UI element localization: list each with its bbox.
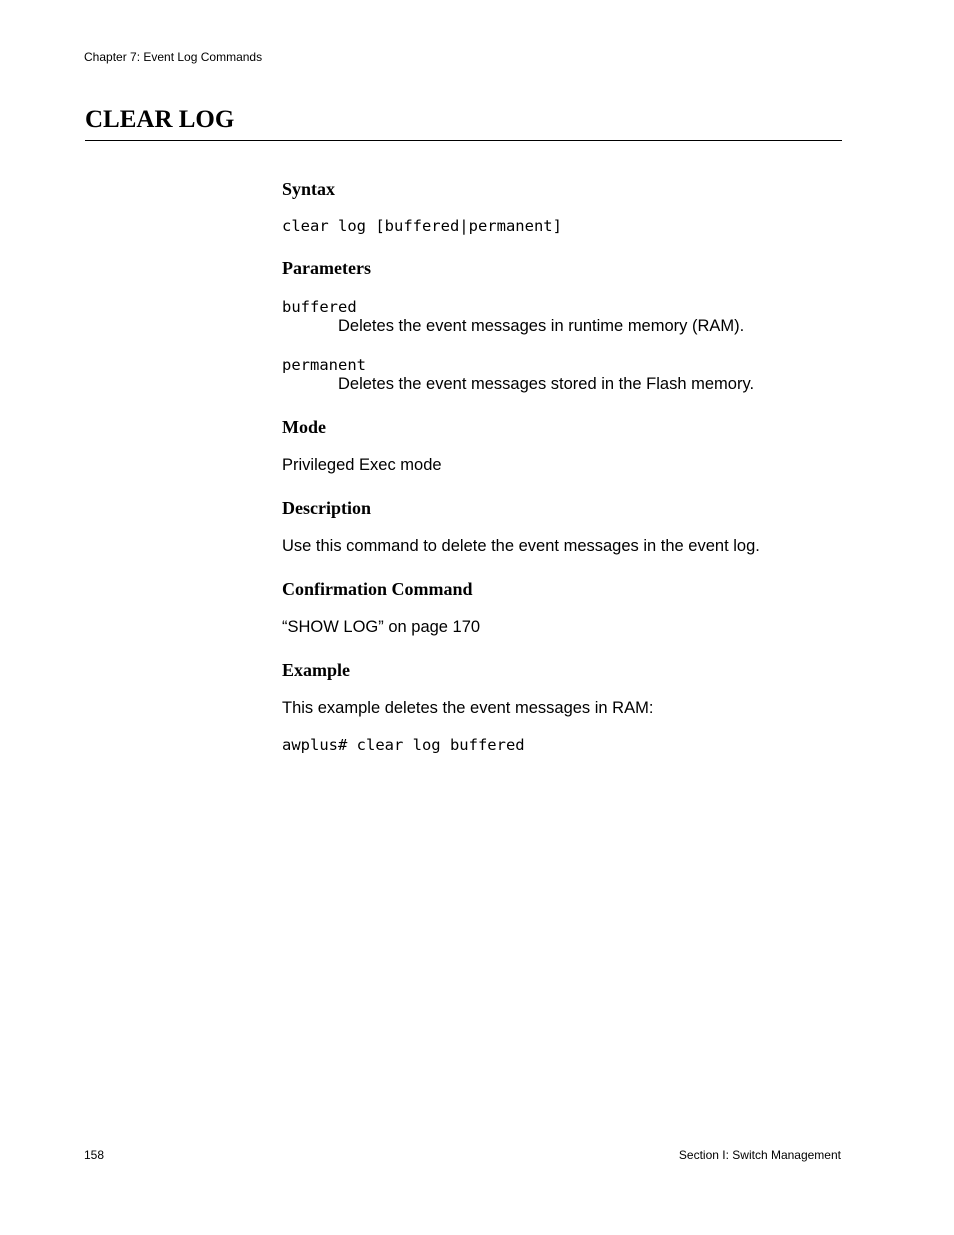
description-heading: Description xyxy=(282,498,371,518)
parameters-heading: Parameters xyxy=(282,258,371,278)
parameter-description: Deletes the event messages in runtime memory (RAM). xyxy=(338,317,745,335)
page-number: 158 xyxy=(84,1148,105,1162)
mode-heading: Mode xyxy=(282,417,326,437)
parameter-description: Deletes the event messages stored in the Flash memory. xyxy=(338,375,755,393)
running-header: Chapter 7: Event Log Commands xyxy=(84,50,263,64)
example-text: This example deletes the event messages in RAM: xyxy=(282,699,654,717)
example-code: awplus# clear log buffered xyxy=(282,736,525,754)
parameter-name: buffered xyxy=(282,298,357,316)
mode-text: Privileged Exec mode xyxy=(282,456,442,474)
syntax-command: clear log [buffered|permanent] xyxy=(282,217,562,235)
example-heading: Example xyxy=(282,660,351,680)
description-text: Use this command to delete the event messages in the event log. xyxy=(282,537,760,555)
syntax-heading: Syntax xyxy=(282,179,336,199)
parameter-name: permanent xyxy=(282,356,366,374)
page-title: CLEAR LOG xyxy=(85,106,235,133)
title-rule xyxy=(85,140,842,141)
confirmation-heading: Confirmation Command xyxy=(282,579,473,599)
footer-section: Section I: Switch Management xyxy=(678,1148,841,1162)
confirmation-link[interactable]: “SHOW LOG” on page 170 xyxy=(282,618,481,636)
